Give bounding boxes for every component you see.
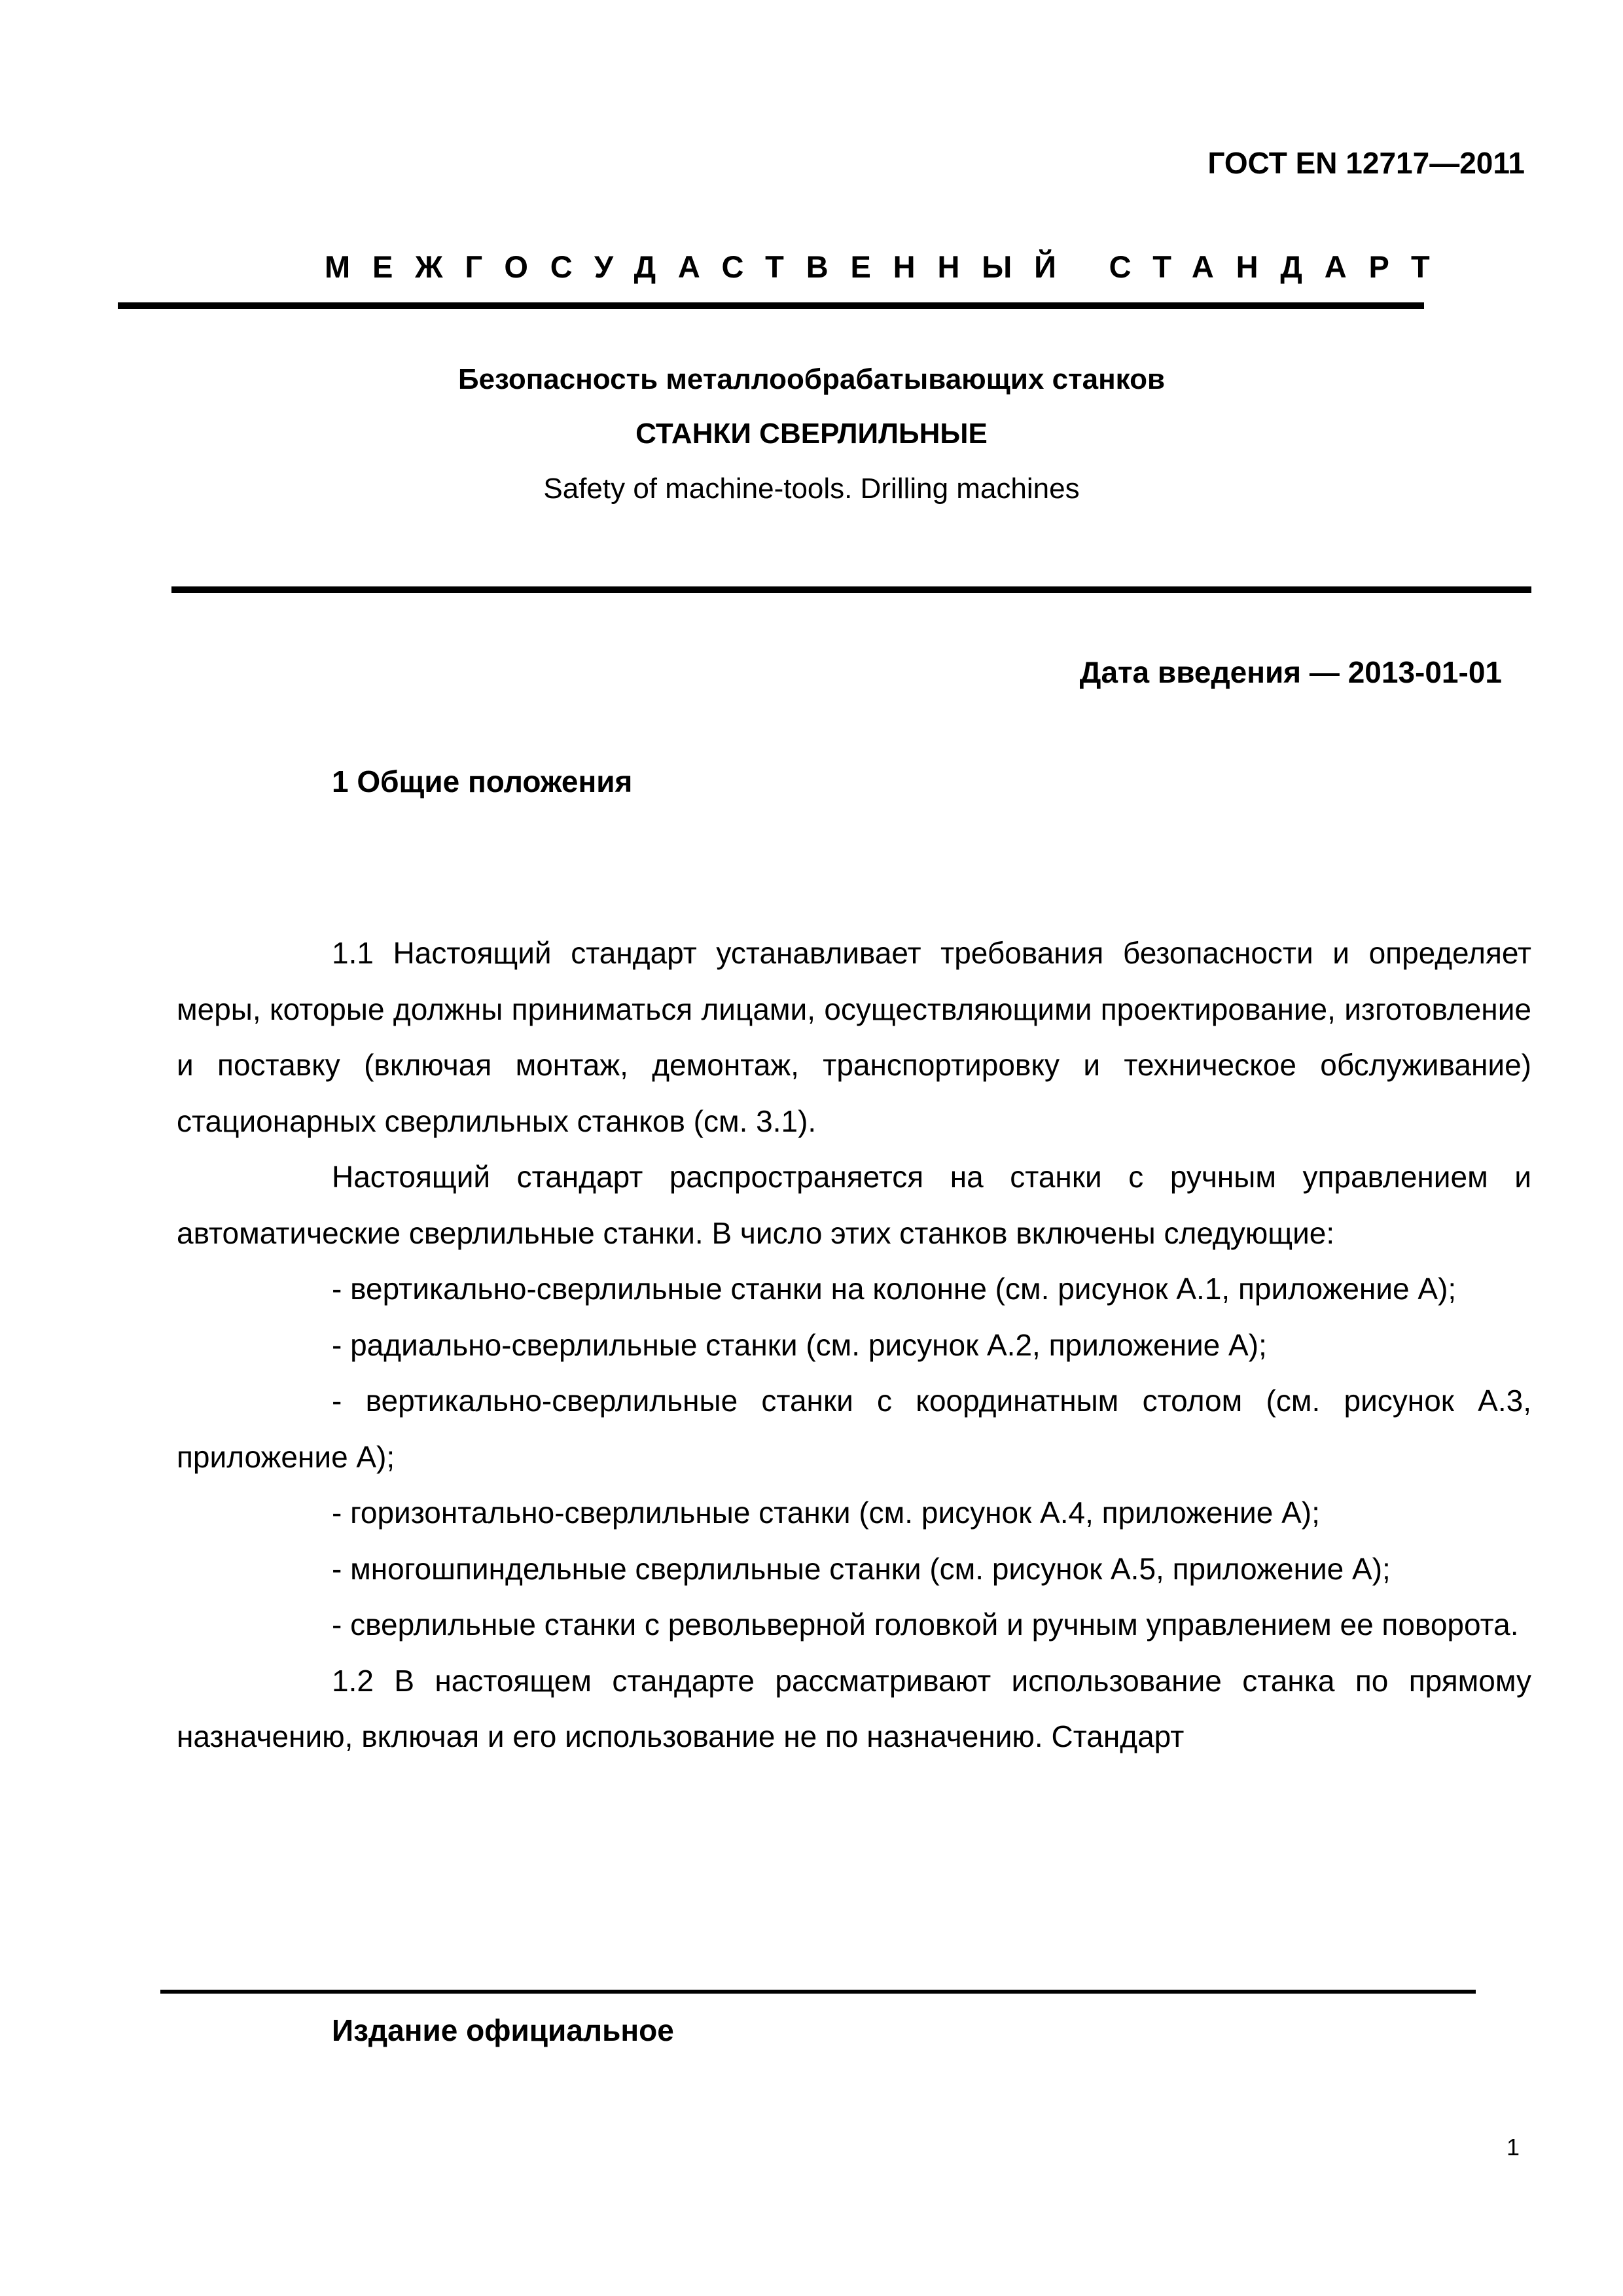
list-item: - горизонтально-сверлильные станки (см. рисунок А.4, приложение А); [332, 1496, 1320, 1530]
header-divider [118, 302, 1424, 309]
list-item: - радиально-сверлильные станки (см. рисунок А.2, приложение А); [332, 1327, 1267, 1362]
document-title-caps: СТАНКИ СВЕРЛИЛЬНЫЕ [635, 418, 988, 450]
paragraph-scope: Настоящий стандарт распространяется на станки с ручным управлением и автоматические сверлильные станки. В число этих станков включены следующие: [177, 1160, 1531, 1250]
section-heading: 1 Общие положения [332, 764, 633, 798]
list-item: - сверлильные станки с револьверной головкой и ручным управлением ее поворота. [332, 1607, 1519, 1641]
paragraph-1-1: 1.1 Настоящий стандарт устанавливает требования безопасности и определяет меры, которые должны приниматься лицами, осуществляющими проектирование, изготовление и поставку (включая монтаж, демонтаж, транспортировку и техническое обслуживание) стационарных сверлильных станков (см. 3.1). [177, 936, 1531, 1138]
official-edition-label: Издание официальное [332, 2013, 674, 2047]
standard-designation: ГОСТ EN 12717—2011 [1207, 146, 1525, 180]
paragraph-1-2: 1.2 В настоящем стандарте рассматривают использование станка по прямому назначению, включая и его использование не по назначению. Стандарт [177, 1663, 1531, 1753]
footer-divider [160, 1990, 1476, 1994]
page-number: 1 [1506, 2134, 1520, 2161]
list-item: - вертикально-сверлильные станки с координатным столом (см. рисунок А.3, приложение А); [177, 1384, 1531, 1474]
title-divider [171, 586, 1531, 593]
list-item: - многошпиндельные сверлильные станки (см. рисунок А.5, приложение А); [332, 1551, 1391, 1586]
document-title-ru: Безопасность металлообрабатывающих станков [457, 363, 1166, 395]
introduction-date: Дата введения — 2013-01-01 [1079, 655, 1502, 689]
list-item: - вертикально-сверлильные станки на колонне (см. рисунок А.1, приложение А); [332, 1272, 1457, 1306]
body-text [177, 925, 1531, 1765]
document-title-en: Safety of machine-tools. Drilling machines [543, 473, 1080, 505]
standard-type-heading: МЕЖГОСУДАСТВЕННЫЙ СТАНДАРТ [325, 249, 1452, 284]
